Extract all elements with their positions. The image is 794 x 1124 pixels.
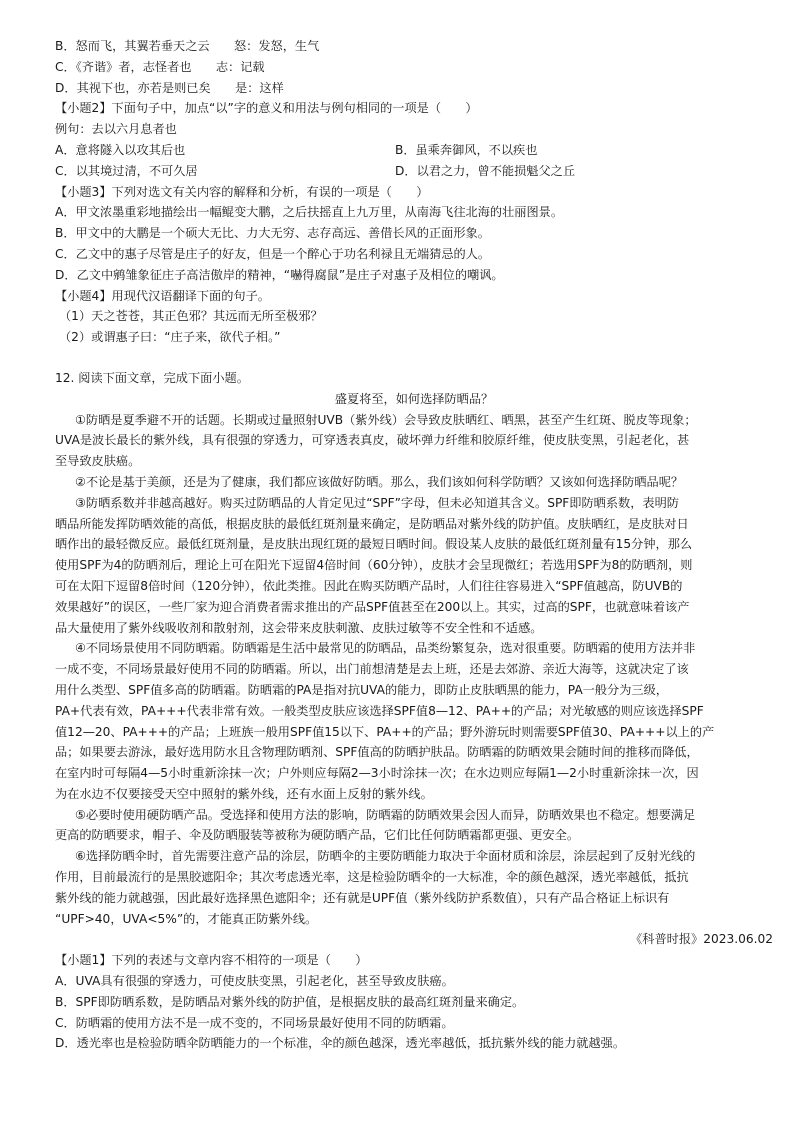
q2-option-a: A．意将隧入以攻其后也 [55, 142, 186, 157]
q2-options-row-1 [55, 140, 773, 161]
q3-option-b: B．甲文中的大鹏是一个硕大无比、力大无穷、志存高远、善借长风的正面形象。 [55, 226, 490, 241]
q4-stem: 【小题4】用现代汉语翻译下面的句子。 [55, 288, 270, 303]
paragraph-line: 用什么类型、SPF值多高的防晒霜。防晒霜的PA是指对抗UVA的能力，即防止皮肤晒黑的能力，PA一般分为三级， [55, 682, 668, 697]
article-source: 《科普时报》2023.06.02 [630, 932, 773, 947]
q1-option-b: B．怒而飞，其翼若垂天之云 怒：发怒，生气 [55, 39, 320, 53]
q12-sub1-option-d: D．透光率也是检验防晒伞防晒能力的一个标准，伞的颜色越深，透光率越低，抵抗紫外线的能力就越强。 [55, 1036, 626, 1051]
article-paragraph-6 [55, 846, 773, 929]
paragraph-line: ④不同场景使用不同防晒霜。防晒霜是生活中最常见的防晒品，品类纷繁复杂，选对很重要。防晒霜的使用方法并非 [75, 641, 696, 656]
q4-item-2: （2）或谓惠子曰：“庄子来，欲代子相。” [59, 330, 281, 345]
paragraph-line: 效果越好”的误区，一些厂家为迎合消费者需求推出的产品SPF值甚至在200以上。其实，过高的SPF，也就意味着该产 [55, 599, 690, 614]
paragraph-line: ⑥选择防晒伞时，首先需要注意产品的涂层，防晒伞的主要防晒能力取决于伞面材质和涂层，涂层起到了反射光线的 [75, 849, 696, 864]
exam-page [55, 36, 773, 1054]
paragraph-line: 为在水边不仅要接受天空中照射的紫外线，还有水面上反射的紫外线。 [55, 786, 433, 801]
paragraph-line: ③防晒系数并非越高越好。购买过防晒品的人肯定见过“SPF”字母，但未必知道其含义。SPF即防晒系数，表明防 [75, 495, 679, 510]
paragraph-line: ②不论是基于美颜，还是为了健康，我们都应该做好防晒。那么，我们该如何科学防晒？又该如何选择防晒品呢？ [75, 474, 684, 489]
q3-option-d: D．乙文中鹓雏象征庄子高洁傲岸的精神，“嚇得腐鼠”是庄子对惠子及相位的嘲讽。 [55, 267, 504, 282]
q3-option-a: A．甲文浓墨重彩地描绘出一幅鲲变大鹏，之后扶摇直上九万里，从南海飞往北海的壮丽图景。 [55, 205, 564, 220]
paragraph-line: 使用SPF为4的防晒剂后，理论上可在阳光下逗留4倍时间（60分钟），皮肤才会呈现微红；若选用SPF为8的防晒剂，则 [55, 558, 693, 573]
paragraph-line: ①防晒是夏季避不开的话题。长期或过量照射UVB（紫外线）会导致皮肤晒红、晒黑，甚至产生红斑、脱皮等现象； [75, 412, 697, 427]
paragraph-line: 品；如果要去游泳，最好选用防水且含物理防晒剂、SPF值高的防晒护肤品。防晒霜的防晒效果会随时间的推移而降低， [55, 745, 699, 760]
q2-option-c: C．以其境过清，不可久居 [55, 163, 198, 178]
paragraph-line: 更高的防晒要求，帽子、伞及防晒服装等被称为硬防晒产品，它们比任何防晒霜都更强、更安全。 [55, 828, 580, 843]
article-paragraph-1 [55, 410, 773, 472]
q12-sub1-option-b: B．SPF即防晒系数，是防晒品对紫外线的防护值，是根据皮肤的最高红斑剂量来确定。 [55, 994, 525, 1009]
q2-example: 例句：去以六月息者也 [55, 122, 177, 137]
q3-stem: 【小题3】下列对选文有关内容的解释和分析，有误的一项是（ ） [55, 184, 429, 199]
paragraph-line: ⑤必要时使用硬防晒产品。受选择和使用方法的影响，防晒霜的防晒效果会因人而异，防晒效果也不稳定。想要满足 [75, 807, 696, 822]
q2-stem: 【小题2】下面句子中，加点“以”字的意义和用法与例句相同的一项是（ ） [55, 101, 478, 116]
paragraph-line: 作用，目前最流行的是黑胶遮阳伞；其次考虑透光率，这是检验防晒伞的一大标准，伞的颜色越深，透光率越低，抵抗 [55, 870, 689, 885]
q2-option-d: D．以君之力，曾不能损魁父之丘 [395, 163, 576, 178]
paragraph-line: 值12—20、PA+++的产品；上班族一般用SPF值15以下、PA++的产品；野外游玩时则需要SPF值30、PA+++以上的产 [55, 724, 715, 739]
paragraph-line: “UPF>40，UVA<5%”的，才能真正防紫外线。 [55, 911, 318, 926]
article-title: 盛夏将至，如何选择防晒品？ [334, 391, 494, 406]
paragraph-line: 至导致皮肤癌。 [55, 454, 141, 469]
q12-intro: 12. 阅读下面文章，完成下面小题。 [55, 370, 249, 385]
section-spacer [55, 348, 773, 368]
paragraph-line: UVA是波长最长的紫外线，具有很强的穿透力，可穿透表真皮，破坏弹力纤维和胶原纤维，使皮肤变黑，引起老化，甚 [55, 433, 690, 448]
q12-sub1-option-c: C．防晒霜的使用方法不是一成不变的，不同场景最好使用不同的防晒霜。 [55, 1015, 454, 1030]
article-paragraph-5 [55, 805, 773, 847]
q12-sub1-option-a: A．UVA具有很强的穿透力，可使皮肤变黑，引起老化，甚至导致皮肤癌。 [55, 974, 454, 989]
paragraph-line: 晒作出的最轻微反应。最低红斑剂量，是皮肤出现红斑的最短日晒时间。假设某人皮肤的最低红斑剂量有15分钟，那么 [55, 537, 693, 552]
paragraph-line: 在室内时可每隔4—5小时重新涂抹一次；户外则应每隔2—3小时涂抹一次；在水边则应每隔1—2小时重新涂抹一次，因 [55, 766, 699, 781]
q2-option-b: B．虽乘奔御风，不以疾也 [395, 142, 538, 157]
paragraph-line: 一成不变，不同场景最好使用不同的防晒霜。所以，出门前想清楚是去上班，还是去郊游、亲近大海等，这就决定了该 [55, 662, 689, 677]
paragraph-line: 可在太阳下逗留8倍时间（120分钟），依此类推。因此在购买防晒产品时，人们往往容易进入“SPF值越高，防UVB的 [55, 578, 683, 593]
paragraph-line: 品大量使用了紫外线吸收剂和散射剂，这会带来皮肤刺激、皮肤过敏等不安全性和不适感。 [55, 620, 543, 635]
paragraph-line: 晒品所能发挥防晒效能的高低，根据皮肤的最低红斑剂量来确定，是防晒品对紫外线的防护值。皮肤晒红，是皮肤对日 [55, 516, 689, 531]
article-paragraph-4 [55, 638, 773, 804]
q2-options-row-2 [55, 161, 773, 182]
q1-option-c: C．《齐谐》者，志怪者也 志：记载 [55, 59, 265, 74]
article-paragraph-3 [55, 493, 773, 639]
paragraph-line: 紫外线的能力就越强，因此最好选择黑色遮阳伞；还有就是UPF值（紫外线防护系数值），只有产品合格证上标识有 [55, 890, 670, 905]
paragraph-line: PA+代表有效，PA+++代表非常有效。一般类型皮肤应该选择SPF值8—12、PA++的产品；对光敏感的则应该选择SPF [55, 703, 704, 718]
article-paragraph-2 [55, 472, 773, 493]
q1-option-d: D．其视下也，亦若是则已矣 是：这样 [55, 80, 284, 95]
q4-item-1: （1）天之苍苍，其正色邪？其远而无所至极邪？ [59, 309, 323, 324]
q12-sub1-stem: 【小题1】下列的表述与文章内容不相符的一项是（ ） [55, 953, 368, 968]
q3-option-c: C．乙文中的惠子尽管是庄子的好友，但是一个醉心于功名利禄且无端猜忌的人。 [55, 246, 491, 261]
